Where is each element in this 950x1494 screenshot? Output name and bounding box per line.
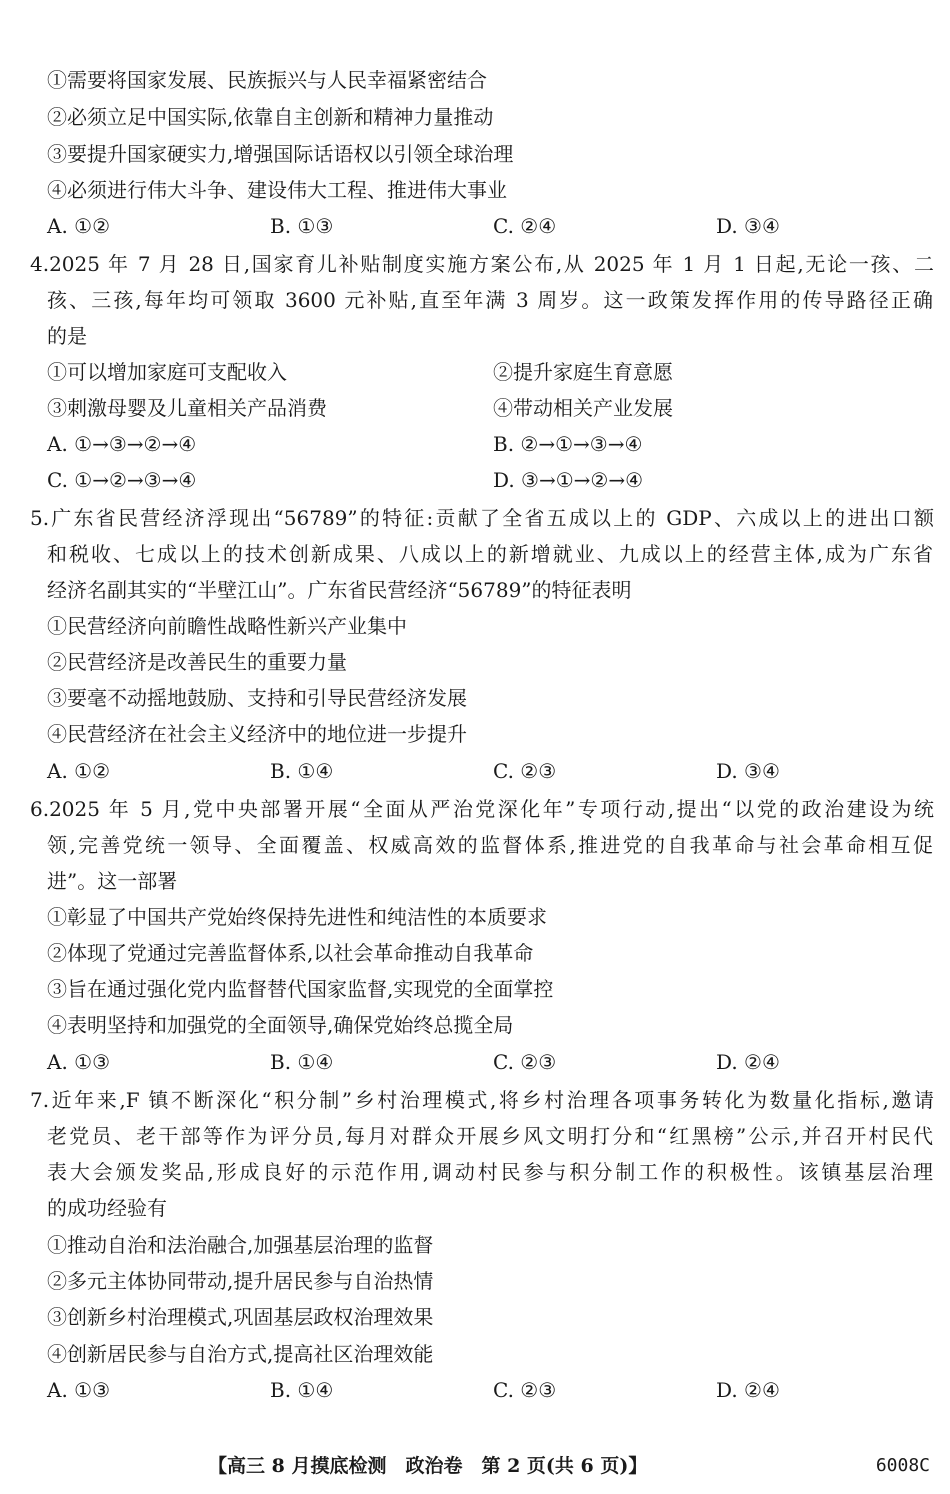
question-stem-line: 老党员、老干部等作为评分员,每月对群众开展乡风文明打分和“红黑榜”公示,并召开村民代 [47, 1124, 933, 1148]
option-1: ①民营经济向前瞻性战略性新兴产业集中 [47, 614, 407, 638]
option-1: ①需要将国家发展、民族振兴与人民幸福紧密结合 [47, 68, 487, 92]
choice-c: C. ②④ [493, 214, 557, 238]
option-1: ①推动自治和法治融合,加强基层治理的监督 [47, 1233, 434, 1257]
choice-b: B. ①④ [270, 1050, 334, 1074]
question-stem-line: 4.2025 年 7 月 28 日,国家育儿补贴制度实施方案公布,从 2025 年 1 月 1 日起,无论一孩、二 [30, 252, 934, 276]
option-4: ④必须进行伟大斗争、建设伟大工程、推进伟大事业 [47, 178, 507, 202]
option-1: ①可以增加家庭可支配收入 [47, 360, 287, 384]
option-3: ③要毫不动摇地鼓励、支持和引导民营经济发展 [47, 686, 467, 710]
question-stem-line: 经济名副其实的“半壁江山”。广东省民营经济“56789”的特征表明 [47, 578, 632, 602]
question-stem-line: 5.广东省民营经济浮现出“56789”的特征:贡献了全省五成以上的 GDP、六成以上的进出口额 [30, 506, 934, 530]
option-2: ②体现了党通过完善监督体系,以社会革命推动自我革命 [47, 941, 534, 965]
choice-a: A. ①② [47, 759, 111, 783]
option-3: ③要提升国家硬实力,增强国际话语权以引领全球治理 [47, 142, 514, 166]
question-stem-line: 6.2025 年 5 月,党中央部署开展“全面从严治党深化年”专项行动,提出“以党的政治建设为统 [30, 797, 934, 821]
choice-b: B. ①④ [270, 759, 334, 783]
question-stem-line: 的是 [47, 324, 87, 348]
question-stem-line: 的成功经验有 [47, 1196, 167, 1220]
page-footer [0, 1451, 950, 1481]
question-stem-line: 领,完善党统一领导、全面覆盖、权威高效的监督体系,推进党的自我革命与社会革命相互促 [47, 833, 933, 857]
choice-d: D. ②④ [716, 1050, 780, 1074]
option-4: ④带动相关产业发展 [493, 396, 673, 420]
choice-a: A. ①③ [47, 1050, 111, 1074]
option-2: ②提升家庭生育意愿 [493, 360, 673, 384]
question-stem-line: 7.近年来,F 镇不断深化“积分制”乡村治理模式,将乡村治理各项事务转化为数量化指标,邀请 [30, 1088, 934, 1112]
choice-b: B. ①③ [270, 214, 334, 238]
option-4: ④民营经济在社会主义经济中的地位进一步提升 [47, 722, 467, 746]
choice-c: C. ①→②→③→④ [47, 468, 197, 492]
option-3: ③创新乡村治理模式,巩固基层政权治理效果 [47, 1305, 434, 1329]
footer-title: 【高三 8 月摸底检测 政治卷 第 2 页(共 6 页)】 [208, 1455, 648, 1477]
option-3: ③刺激母婴及儿童相关产品消费 [47, 396, 327, 420]
option-3: ③旨在通过强化党内监督替代国家监督,实现党的全面掌控 [47, 977, 554, 1001]
question-stem-line: 和税收、七成以上的技术创新成果、八成以上的新增就业、九成以上的经营主体,成为广东省 [47, 542, 933, 566]
choice-b: B. ②→①→③→④ [493, 432, 643, 456]
choice-d: D. ②④ [716, 1378, 780, 1402]
option-2: ②必须立足中国实际,依靠自主创新和精神力量推动 [47, 105, 494, 129]
question-stem-line: 表大会颁发奖品,形成良好的示范作用,调动村民参与积分制工作的积极性。该镇基层治理 [47, 1160, 933, 1184]
choice-d: D. ③④ [716, 214, 780, 238]
choice-d: D. ③→①→②→④ [493, 468, 644, 492]
question-stem-line: 进”。这一部署 [47, 869, 178, 893]
choice-c: C. ②③ [493, 759, 557, 783]
option-4: ④创新居民参与自治方式,提高社区治理效能 [47, 1342, 434, 1366]
choice-a: A. ①→③→②→④ [47, 432, 197, 456]
choice-a: A. ①② [47, 214, 111, 238]
option-4: ④表明坚持和加强党的全面领导,确保党始终总揽全局 [47, 1013, 514, 1037]
option-1: ①彰显了中国共产党始终保持先进性和纯洁性的本质要求 [47, 905, 547, 929]
choice-a: A. ①③ [47, 1378, 111, 1402]
question-stem-line: 孩、三孩,每年均可领取 3600 元补贴,直至年满 3 周岁。这一政策发挥作用的传导路径正确 [47, 288, 933, 312]
option-2: ②民营经济是改善民生的重要力量 [47, 650, 347, 674]
choice-d: D. ③④ [716, 759, 780, 783]
option-2: ②多元主体协同带动,提升居民参与自治热情 [47, 1269, 434, 1293]
choice-c: C. ②③ [493, 1378, 557, 1402]
choice-b: B. ①④ [270, 1378, 334, 1402]
exam-code: 6008C [875, 1455, 930, 1476]
choice-c: C. ②③ [493, 1050, 557, 1074]
